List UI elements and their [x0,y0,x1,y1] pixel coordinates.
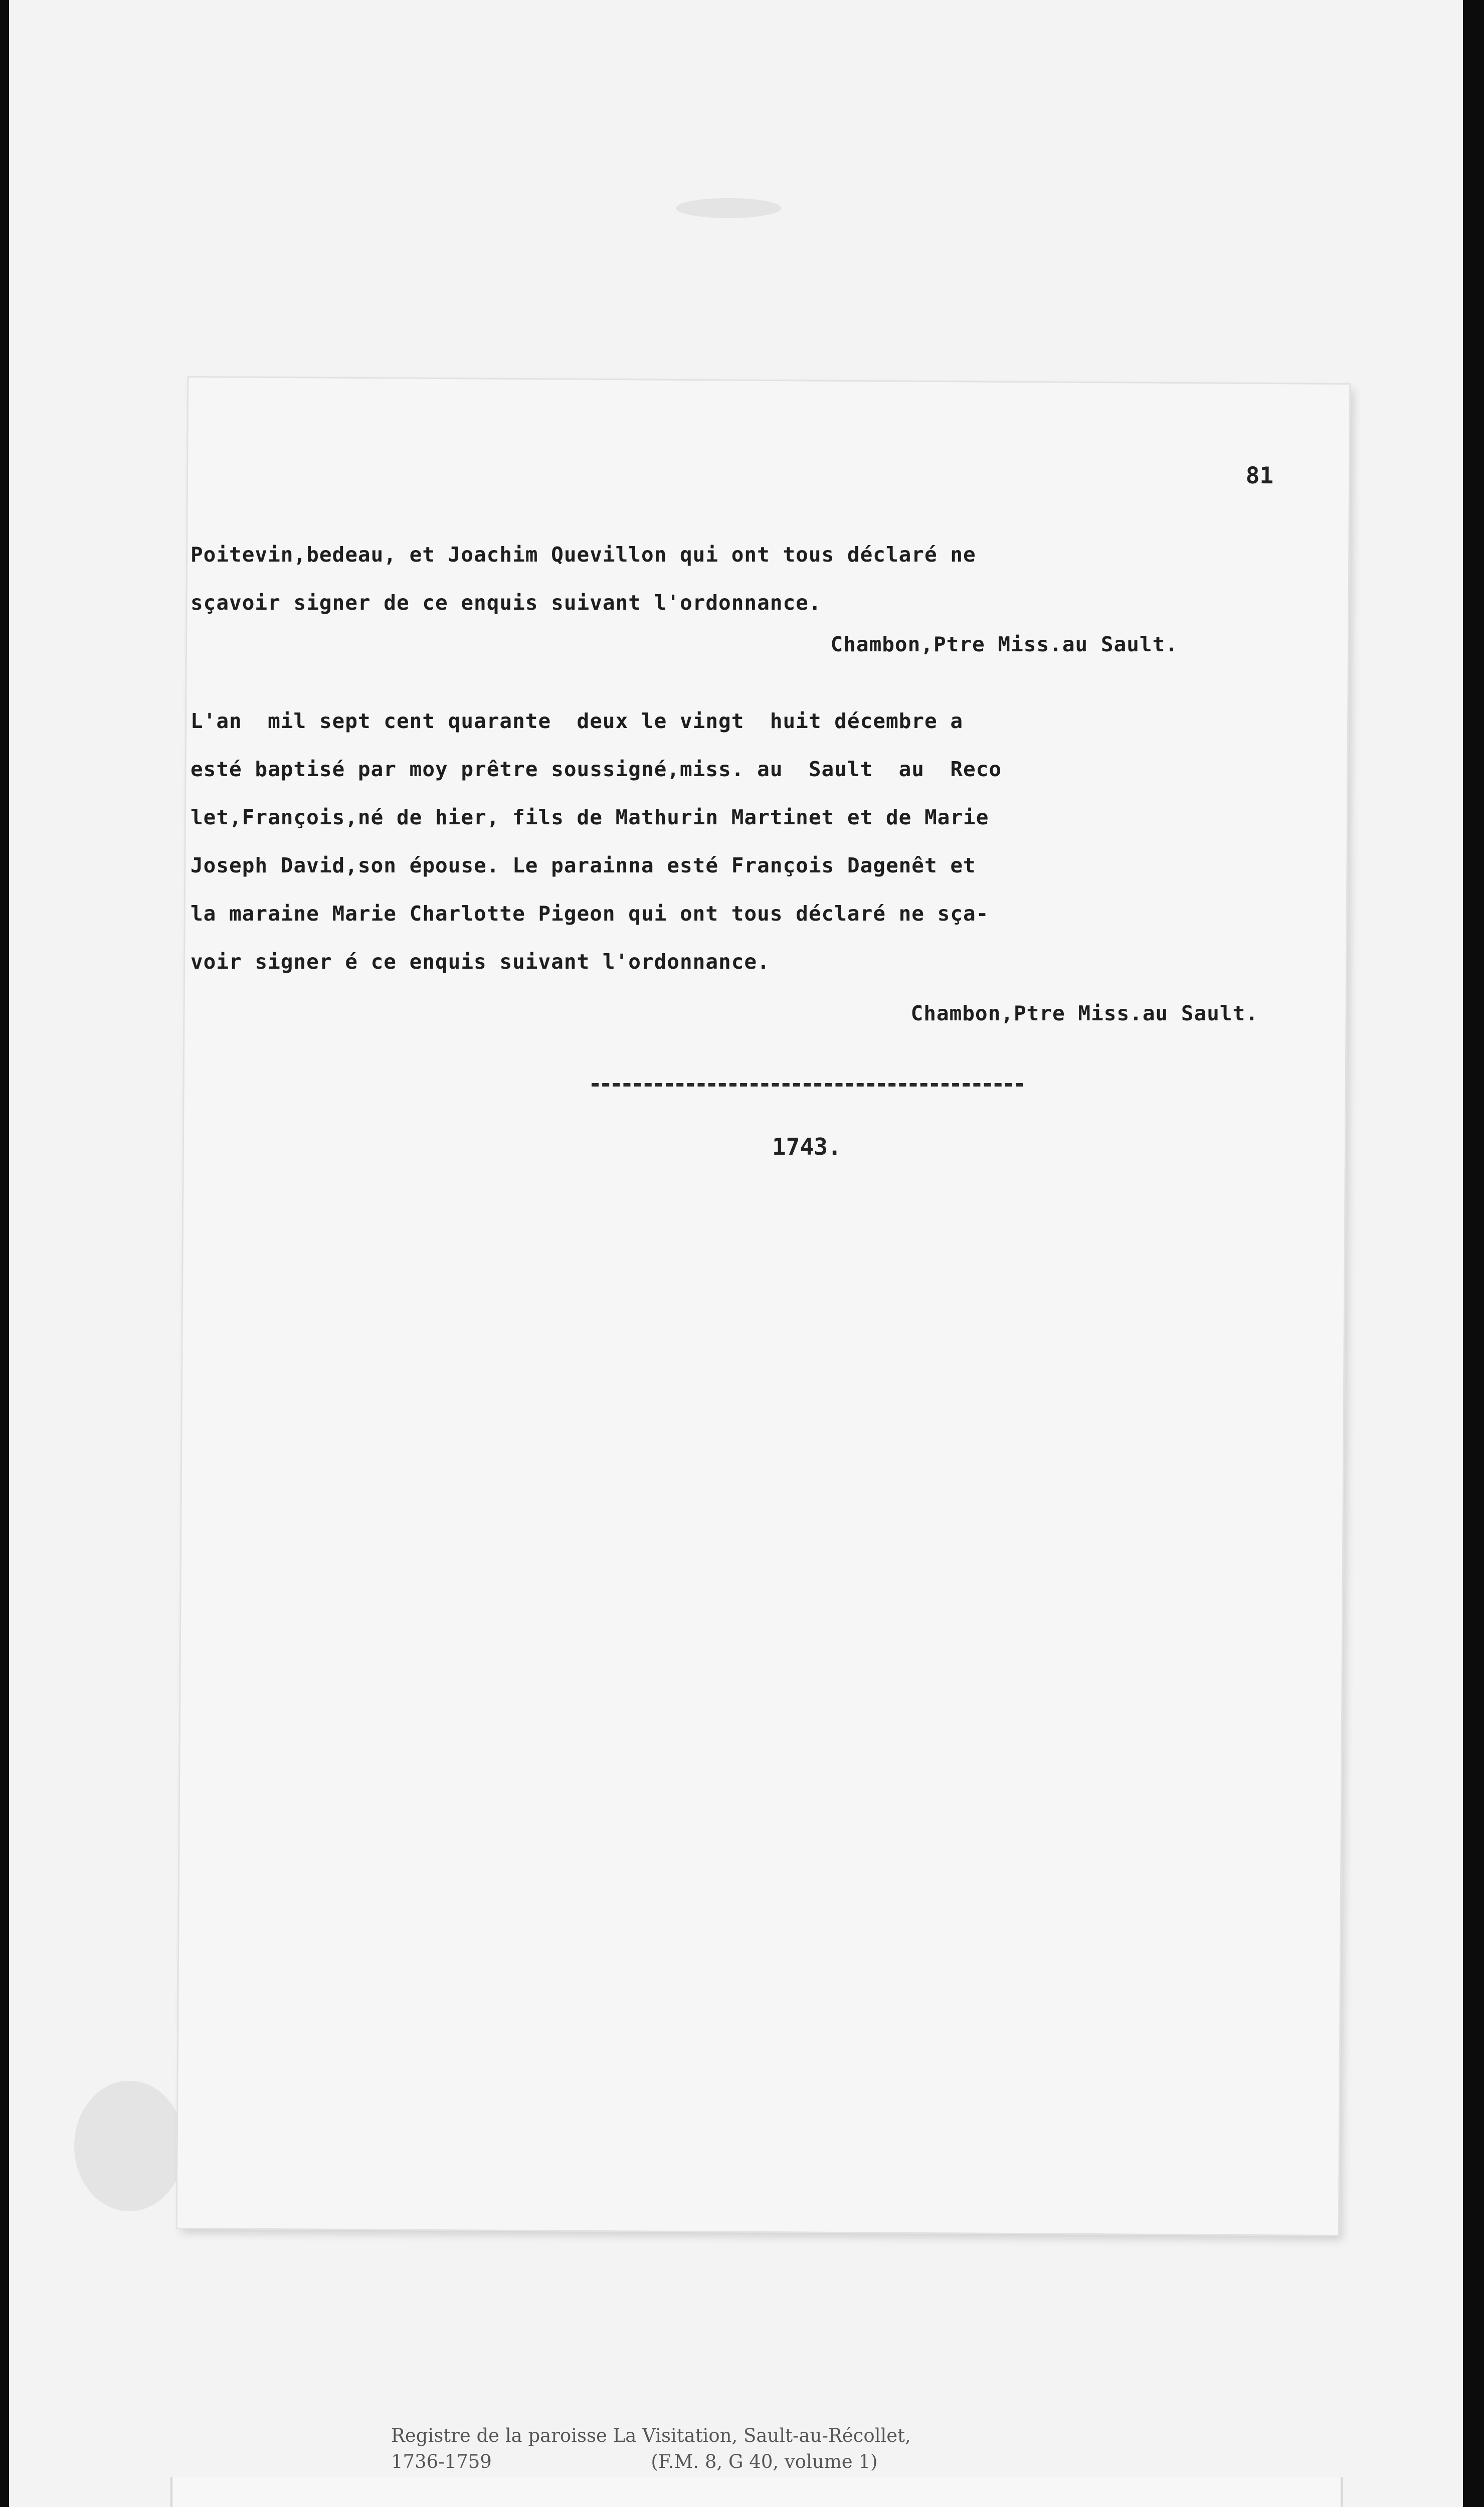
register-text [191,530,1258,1041]
scan-artifact [676,198,781,218]
text-line: voir signer é ce enquis suivant l'ordonnance. [191,950,770,974]
text-line: sçavoir signer de ce enquis suivant l'ordonnance. [191,591,822,615]
caption-line: Registre de la paroisse La Visitation, Sault-au-Récollet, [391,2425,911,2446]
text-line: Poitevin,bedeau, et Joachim Quevillon qui ont tous déclaré ne [191,543,976,567]
signature-line: Chambon,Ptre Miss.au Sault. [910,1001,1258,1025]
scan-artifact [74,2081,184,2211]
text-line: L'an mil sept cent quarante deux le vingt huit décembre a [191,709,964,733]
year-heading: 1743. [772,1133,842,1160]
text-line: esté baptisé par moy prêtre soussigné,miss. au Sault au Reco [191,757,1002,781]
caption-line: 1736-1759 (F.M. 8, G 40, volume 1) [391,2451,878,2472]
signature-line: Chambon,Ptre Miss.au Sault. [830,632,1178,656]
text-line: Joseph David,son épouse. Le parainna esté François Dagenêt et [191,853,976,877]
page-number: 81 [1245,461,1274,489]
text-line: la maraine Marie Charlotte Pigeon qui ont tous déclaré ne sça- [191,902,989,926]
dashed-divider [592,1083,1023,1087]
archives-label-box [170,2477,1343,2507]
text-line: let,François,né de hier, fils de Mathurin Martinet et de Marie [191,805,989,829]
source-caption [391,2423,911,2475]
